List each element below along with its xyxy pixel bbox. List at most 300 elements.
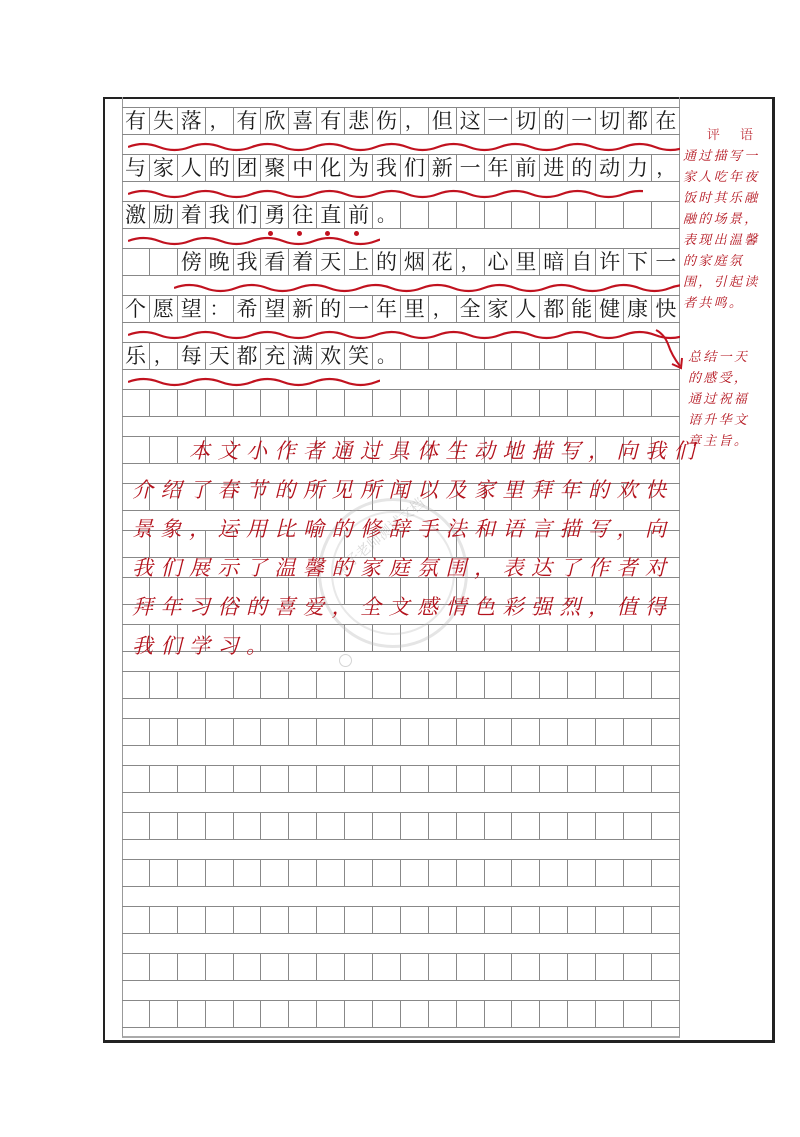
grid-cell: [401, 672, 429, 698]
grid-cell: [512, 672, 540, 698]
grid-cell: 失: [150, 108, 178, 134]
grid-cell: 天: [317, 249, 345, 275]
grid-cell: [150, 860, 178, 886]
grid-row: [122, 342, 680, 370]
grid-cell: [261, 907, 289, 933]
grid-cell: [485, 202, 513, 228]
grid-cell: 悲: [345, 108, 373, 134]
grid-cell: [540, 343, 568, 369]
grid-cell: [234, 860, 262, 886]
grid-cell: [373, 813, 401, 839]
grid-cell: [122, 1001, 150, 1027]
grid-cell: 一: [655, 249, 677, 274]
grid-cell: [373, 907, 401, 933]
grid-cell: 这: [457, 108, 485, 134]
grid-cell: 个: [122, 296, 150, 322]
grid-cell: 着: [289, 249, 317, 275]
grid-cell: 欢: [317, 343, 345, 369]
grid-row: [122, 765, 680, 793]
grid-cell: [206, 1001, 234, 1027]
comment-line: 饭时其乐融: [683, 191, 760, 206]
grid-cell: [485, 390, 513, 416]
grid-cell: 欣: [261, 108, 289, 134]
grid-cell: [206, 719, 234, 745]
grid-cell: 能: [568, 296, 596, 322]
grid-cell: ，: [656, 156, 676, 179]
grid-cell: [596, 672, 624, 698]
grid-cell: 的: [373, 249, 401, 275]
grid-cell: [596, 766, 624, 792]
grid-cell: [429, 719, 457, 745]
grid-cell: 落: [178, 108, 206, 134]
grid-cell: [345, 766, 373, 792]
grid-cell: 有: [317, 108, 345, 134]
grid-cell: [234, 907, 262, 933]
grid-cell: [317, 766, 345, 792]
grid-row: [122, 812, 680, 840]
grid-cell: [401, 907, 429, 933]
grid-cell: [457, 766, 485, 792]
grid-cell: [261, 719, 289, 745]
grid-cell: 为: [345, 155, 373, 181]
grid-cell: [261, 813, 289, 839]
grid-cell: 伤: [373, 108, 401, 134]
grid-cell: [512, 1001, 540, 1027]
grid-cell: [596, 343, 624, 369]
grid-cell: [289, 1001, 317, 1027]
grid-cell: [150, 954, 178, 980]
comment-title: 评 语: [706, 128, 762, 143]
grid-cell: [652, 1001, 680, 1027]
grid-cell: [373, 860, 401, 886]
grid-cell: 有: [234, 108, 262, 134]
grid-cell: [261, 390, 289, 416]
grid-cell: [596, 907, 624, 933]
grid-cell: 上: [345, 249, 373, 275]
grid-row: [122, 107, 680, 135]
grid-cell: 愿: [150, 296, 178, 322]
grid-cell: [568, 766, 596, 792]
emphasis-dot: [268, 231, 273, 236]
grid-cell: [429, 766, 457, 792]
grid-cell: [512, 907, 540, 933]
grid-cell: [652, 390, 680, 416]
grid-cell: [122, 719, 150, 745]
grid-cell: [429, 202, 457, 228]
summary-line: 我们学习。: [132, 634, 275, 658]
grid-cell: 年: [485, 155, 513, 181]
comment-line: 的家庭氛: [683, 254, 745, 269]
grid-cell: [652, 907, 680, 933]
grid-cell: [373, 766, 401, 792]
grid-row: [122, 295, 680, 323]
grid-cell: [234, 954, 262, 980]
grid-cell: [345, 860, 373, 886]
grid-cell: [429, 343, 457, 369]
grid-cell: [345, 954, 373, 980]
grid-cell: 都: [540, 296, 568, 322]
grid-cell: [485, 907, 513, 933]
grid-cell: [624, 672, 652, 698]
grid-cell: 烟: [401, 249, 429, 275]
grid-row: [122, 671, 680, 699]
comment-2: [688, 347, 749, 452]
grid-cell: 我: [373, 155, 401, 181]
grid-cell: [122, 907, 150, 933]
grid-cell: 看: [261, 249, 289, 275]
grid-cell: 年: [373, 296, 401, 322]
grid-cell: 新: [289, 296, 317, 322]
grid-cell: [596, 954, 624, 980]
grid-cell: [457, 860, 485, 886]
grid-row: [122, 201, 680, 229]
grid-cell: [429, 860, 457, 886]
grid-cell: [485, 813, 513, 839]
grid-cell: [429, 907, 457, 933]
grid-cell: [568, 860, 596, 886]
grid-cell: [596, 813, 624, 839]
grid-cell: [568, 202, 596, 228]
grid-cell: [178, 954, 206, 980]
grid-cell: [150, 390, 178, 416]
grid-cell: [624, 343, 652, 369]
grid-cell: [178, 907, 206, 933]
grid-cell: [317, 860, 345, 886]
grid-cell: [512, 860, 540, 886]
grid-cell: ，: [401, 108, 429, 134]
grid-cell: [540, 813, 568, 839]
grid-cell: 笑: [345, 343, 373, 369]
grid-cell: [122, 766, 150, 792]
grid-row: [122, 389, 680, 417]
grid-cell: 傍: [178, 249, 206, 275]
grid-cell: [485, 719, 513, 745]
grid-cell: 充: [261, 343, 289, 369]
grid-cell: [373, 954, 401, 980]
comment-line: 总结一天: [688, 350, 750, 365]
grid-cell: [178, 860, 206, 886]
grid-cell: 有: [122, 108, 150, 134]
grid-cell: [652, 813, 680, 839]
grid-cell: [289, 954, 317, 980]
grid-cell: [317, 954, 345, 980]
summary-line: 景象，运用比喻的修辞手法和语言描写，向: [132, 517, 674, 541]
grid-cell: 一: [345, 296, 373, 322]
grid-cell: [150, 719, 178, 745]
grid-cell: 往: [289, 202, 317, 228]
grid-cell: 每: [178, 343, 206, 369]
grid-cell: 一: [485, 108, 513, 134]
grid-cell: [122, 813, 150, 839]
grid-cell: [596, 719, 624, 745]
grid-cell: 聚: [261, 155, 289, 181]
grid-row: [122, 953, 680, 981]
comment-line: 的感受，: [688, 371, 750, 386]
grid-cell: [652, 202, 680, 228]
grid-cell: [206, 907, 234, 933]
grid-cell: 我: [234, 249, 262, 275]
grid-cell: [150, 907, 178, 933]
grid-cell: [485, 954, 513, 980]
comment-line: 表现出温馨: [683, 233, 760, 248]
grid-cell: [345, 672, 373, 698]
grid-cell: 康: [624, 296, 652, 322]
grid-cell: [568, 672, 596, 698]
grid-cell: 前: [345, 202, 373, 228]
grid-cell: [373, 1001, 401, 1027]
grid-cell: 中: [289, 155, 317, 181]
grid-cell: 家: [485, 296, 513, 322]
emphasis-dot: [325, 231, 330, 236]
comment-line: 语升华文: [688, 413, 750, 428]
grid-cell: 下: [624, 249, 652, 275]
grid-cell: ，: [150, 343, 178, 369]
grid-cell: [401, 719, 429, 745]
grid-cell: 都: [234, 343, 262, 369]
grid-cell: 快: [655, 296, 677, 321]
grid-cell: [596, 1001, 624, 1027]
grid-cell: [429, 1001, 457, 1027]
emphasis-dot: [297, 231, 302, 236]
summary-line: 本文小作者通过具体生动地描写，向我们: [132, 439, 702, 463]
grid-cell: [457, 1001, 485, 1027]
grid-cell: [150, 813, 178, 839]
grid-cell: [178, 766, 206, 792]
grid-cell: [624, 766, 652, 792]
grid-cell: [289, 672, 317, 698]
grid-cell: [624, 954, 652, 980]
grid-cell: 动: [596, 155, 624, 181]
grid-cell: [457, 672, 485, 698]
grid-cell: [345, 719, 373, 745]
grid-cell: [596, 860, 624, 886]
grid-cell: [234, 813, 262, 839]
grid-cell: [485, 1001, 513, 1027]
grid-cell: [596, 202, 624, 228]
comment-line: 融的场景，: [683, 212, 760, 227]
grid-cell: 望: [261, 296, 289, 322]
grid-cell: ，: [457, 249, 485, 275]
grid-cell: 与: [122, 155, 150, 181]
grid-cell: [289, 719, 317, 745]
grid-cell: 人: [512, 296, 540, 322]
grid-cell: [457, 390, 485, 416]
grid-cell: 进: [540, 155, 568, 181]
grid-cell: [234, 672, 262, 698]
grid-cell: [457, 202, 485, 228]
grid-cell: [540, 672, 568, 698]
grid-cell: [540, 202, 568, 228]
grid-cell: 激: [122, 202, 150, 228]
grid-cell: 自: [568, 249, 596, 275]
grid-cell: [234, 766, 262, 792]
grid-cell: 的: [540, 108, 568, 134]
grid-cell: [317, 672, 345, 698]
watermark-text: 栗子老师测试文档: [331, 495, 429, 580]
grid-cell: 团: [234, 155, 262, 181]
grid-cell: [261, 672, 289, 698]
grid-cell: [401, 766, 429, 792]
grid-cell: [652, 719, 680, 745]
grid-cell: [345, 813, 373, 839]
grid-cell: 前: [512, 155, 540, 181]
grid-cell: [568, 343, 596, 369]
grid-cell: [512, 766, 540, 792]
comment-1: [683, 146, 760, 314]
comment-line: 围，引起读: [683, 275, 760, 290]
summary-line: 我们展示了温馨的家庭氛围，表达了作者对: [132, 556, 674, 580]
grid-cell: [624, 1001, 652, 1027]
grid-cell: [178, 719, 206, 745]
grid-cell: [178, 672, 206, 698]
grid-cell: [373, 719, 401, 745]
grid-cell: [317, 719, 345, 745]
grid-cell: [150, 249, 178, 275]
grid-cell: [401, 954, 429, 980]
grid-cell: 花: [429, 249, 457, 275]
grid-cell: [289, 390, 317, 416]
grid-cell: [178, 390, 206, 416]
grid-cell: 勇: [261, 202, 289, 228]
grid-cell: [540, 1001, 568, 1027]
grid-cell: [206, 672, 234, 698]
grid-cell: [652, 766, 680, 792]
summary-line: 介绍了春节的所见所闻以及家里拜年的欢快: [132, 478, 674, 502]
grid-cell: 的: [317, 296, 345, 322]
grid-cell: 的: [568, 155, 596, 181]
grid-cell: [261, 860, 289, 886]
grid-cell: 我: [206, 202, 234, 228]
grid-cell: [624, 202, 652, 228]
grid-cell: 都: [624, 108, 652, 134]
grid-cell: [317, 390, 345, 416]
grid-cell: 喜: [289, 108, 317, 134]
grid-cell: [206, 860, 234, 886]
grid-cell: 人: [178, 155, 206, 181]
grid-cell: [568, 813, 596, 839]
comment-line: 章主旨。: [688, 434, 750, 449]
grid-cell: [122, 672, 150, 698]
grid-cell: [624, 813, 652, 839]
grid-row: [122, 859, 680, 887]
grid-cell: [485, 672, 513, 698]
grid-cell: [512, 202, 540, 228]
grid-cell: [512, 813, 540, 839]
grid-cell: [485, 343, 513, 369]
grid-cell: [652, 954, 680, 980]
grid-cell: ，: [206, 108, 234, 134]
grid-cell: [150, 672, 178, 698]
grid-cell: [289, 766, 317, 792]
grid-cell: [178, 813, 206, 839]
grid-cell: ：: [206, 296, 234, 322]
grid-cell: 家: [150, 155, 178, 181]
grid-cell: 心: [485, 249, 513, 275]
grid-cell: [234, 1001, 262, 1027]
grid-cell: [401, 390, 429, 416]
grid-cell: 。: [373, 343, 401, 369]
grid-cell: [540, 860, 568, 886]
emphasis-dot: [354, 231, 359, 236]
grid-cell: [401, 1001, 429, 1027]
grid-cell: [234, 390, 262, 416]
grid-cell: [234, 719, 262, 745]
grid-cell: [540, 954, 568, 980]
grid-cell: [345, 907, 373, 933]
grid-cell: [457, 343, 485, 369]
grid-cell: [568, 390, 596, 416]
grid-row: [122, 906, 680, 934]
grid-cell: 着: [178, 202, 206, 228]
grid-cell: 化: [317, 155, 345, 181]
grid-cell: [150, 766, 178, 792]
grid-cell: [429, 390, 457, 416]
grid-cell: [150, 1001, 178, 1027]
grid-cell: 在: [655, 108, 677, 133]
grid-row: [122, 718, 680, 746]
grid-cell: [289, 813, 317, 839]
grid-cell: [261, 766, 289, 792]
grid-cell: [429, 813, 457, 839]
grid-cell: 切: [512, 108, 540, 134]
grid-cell: 。: [373, 202, 401, 228]
grid-cell: 里: [512, 249, 540, 275]
grid-cell: [540, 766, 568, 792]
grid-cell: [624, 860, 652, 886]
comment-line: 通过祝福: [688, 392, 750, 407]
grid-cell: 直: [317, 202, 345, 228]
grid-cell: [540, 907, 568, 933]
grid-cell: [652, 672, 680, 698]
grid-cell: 健: [596, 296, 624, 322]
grid-cell: [373, 672, 401, 698]
grid-cell: ，: [429, 296, 457, 322]
grid-cell: 励: [150, 202, 178, 228]
grid-cell: [122, 390, 150, 416]
grid-cell: [512, 954, 540, 980]
grid-cell: [317, 907, 345, 933]
grid-cell: 希: [234, 296, 262, 322]
grid-cell: [206, 954, 234, 980]
grid-cell: [624, 390, 652, 416]
grid-cell: [401, 343, 429, 369]
grid-cell: 里: [401, 296, 429, 322]
grid-cell: 一: [457, 155, 485, 181]
grid-cell: [512, 390, 540, 416]
grid-cell: [317, 1001, 345, 1027]
grid-cell: [624, 907, 652, 933]
grid-cell: 新: [429, 155, 457, 181]
grid-cell: 切: [596, 108, 624, 134]
grid-cell: [512, 343, 540, 369]
grid-cell: [624, 719, 652, 745]
grid-cell: [596, 390, 624, 416]
grid-cell: [206, 813, 234, 839]
grid-row: [122, 248, 680, 276]
grid-cell: [261, 1001, 289, 1027]
grid-cell: [485, 766, 513, 792]
grid-cell: 全: [457, 296, 485, 322]
grid-cell: 晚: [206, 249, 234, 275]
grid-cell: [457, 719, 485, 745]
comment-line: 者共鸣。: [683, 296, 745, 311]
grid-cell: [429, 672, 457, 698]
comment-line: 家人吃年夜: [683, 170, 760, 185]
grid-cell: [457, 954, 485, 980]
grid-cell: [122, 249, 150, 275]
grid-cell: [206, 766, 234, 792]
grid-cell: [317, 813, 345, 839]
